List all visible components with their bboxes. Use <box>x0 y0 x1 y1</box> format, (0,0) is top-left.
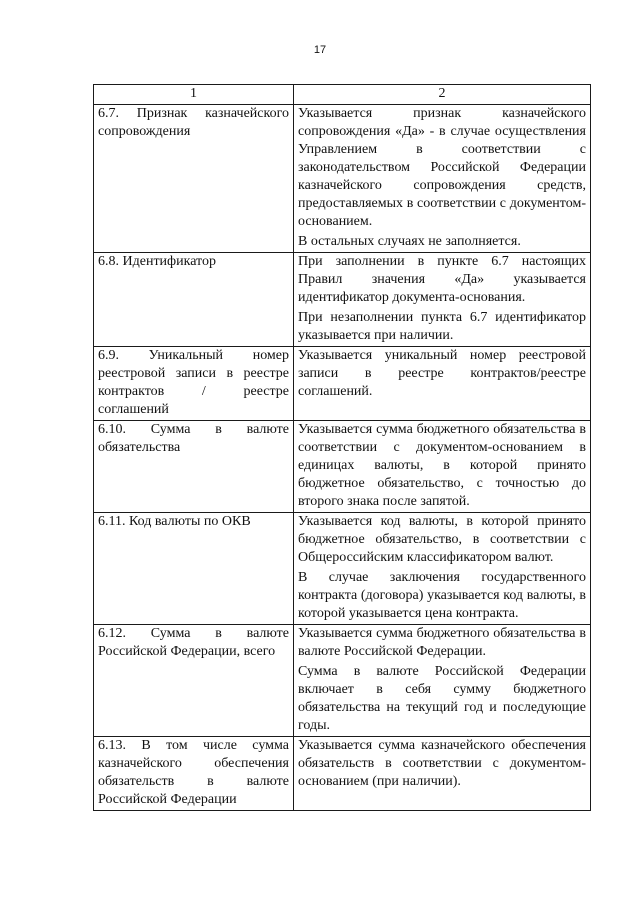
description-paragraph: При незаполнении пункта 6.7 идентификатор указывается при наличии. <box>298 310 586 343</box>
field-name: 6.9. Уникальный номер реестровой записи в реестре контрактов / реестре соглашений <box>98 348 289 417</box>
field-description-cell <box>294 253 591 347</box>
field-name-cell <box>94 625 294 737</box>
rules-table <box>93 84 591 811</box>
field-name-cell <box>94 253 294 347</box>
field-name: 6.13. В том числе сумма казначейского обеспечения обязательств в валюте Российской Федерации <box>98 738 289 807</box>
description-paragraph: Сумма в валюте Российской Федерации включает в себя сумму бюджетного обязательства на текущий год и последующие годы. <box>298 664 586 733</box>
table-row <box>94 513 591 625</box>
table-row <box>94 105 591 253</box>
page-number: 17 <box>313 44 327 56</box>
description-paragraph: Указывается признак казначейского сопровождения «Да» - в случае осуществления Управлением в соответствии с законодательством Российской Федерации казначейского сопровождения средств, предоставляемых в соответствии с документом-основанием. <box>298 106 586 229</box>
field-description-cell <box>294 421 591 513</box>
description-paragraph: Указывается сумма бюджетного обязательства в соответствии с документом-основанием в единицах валюты, в которой принято бюджетное обязательство, с точностью до второго знака после запятой. <box>298 422 586 509</box>
description-paragraph: Указывается уникальный номер реестровой записи в реестре контрактов/реестре соглашений. <box>298 348 586 399</box>
table-row <box>94 347 591 421</box>
description-paragraph: Указывается код валюты, в которой принято бюджетное обязательство, в соответствии с Общероссийским классификатором валют. <box>298 514 586 565</box>
field-name: 6.8. Идентификатор <box>98 254 216 269</box>
field-description-cell <box>294 105 591 253</box>
description-paragraph: При заполнении в пункте 6.7 настоящих Правил значения «Да» указывается идентификатор документа-основания. <box>298 254 586 305</box>
table-row <box>94 421 591 513</box>
field-name: 6.11. Код валюты по ОКВ <box>98 514 251 529</box>
field-name-cell <box>94 737 294 811</box>
description-paragraph: Указывается сумма казначейского обеспечения обязательств в соответствии с документом-основанием (при наличии). <box>298 738 586 789</box>
table-row <box>94 625 591 737</box>
table-row <box>94 737 591 811</box>
description-paragraph: В случае заключения государственного контракта (договора) указывается код валюты, в которой указывается цена контракта. <box>298 570 586 621</box>
field-name: 6.10. Сумма в валюте обязательства <box>98 422 289 455</box>
field-name-cell <box>94 513 294 625</box>
column-header-1: 1 <box>94 85 294 105</box>
column-header-2: 2 <box>294 85 591 105</box>
field-name: 6.12. Сумма в валюте Российской Федерации, всего <box>98 626 289 659</box>
field-name-cell <box>94 347 294 421</box>
field-name-cell <box>94 105 294 253</box>
field-name-cell <box>94 421 294 513</box>
description-paragraph: В остальных случаях не заполняется. <box>298 234 521 249</box>
description-paragraph: Указывается сумма бюджетного обязательства в валюте Российской Федерации. <box>298 626 586 659</box>
field-description-cell <box>294 347 591 421</box>
field-description-cell <box>294 513 591 625</box>
table-row <box>94 253 591 347</box>
field-description-cell <box>294 625 591 737</box>
field-description-cell <box>294 737 591 811</box>
table-header-row <box>94 85 591 105</box>
field-name: 6.7. Признак казначейского сопровождения <box>98 106 289 139</box>
